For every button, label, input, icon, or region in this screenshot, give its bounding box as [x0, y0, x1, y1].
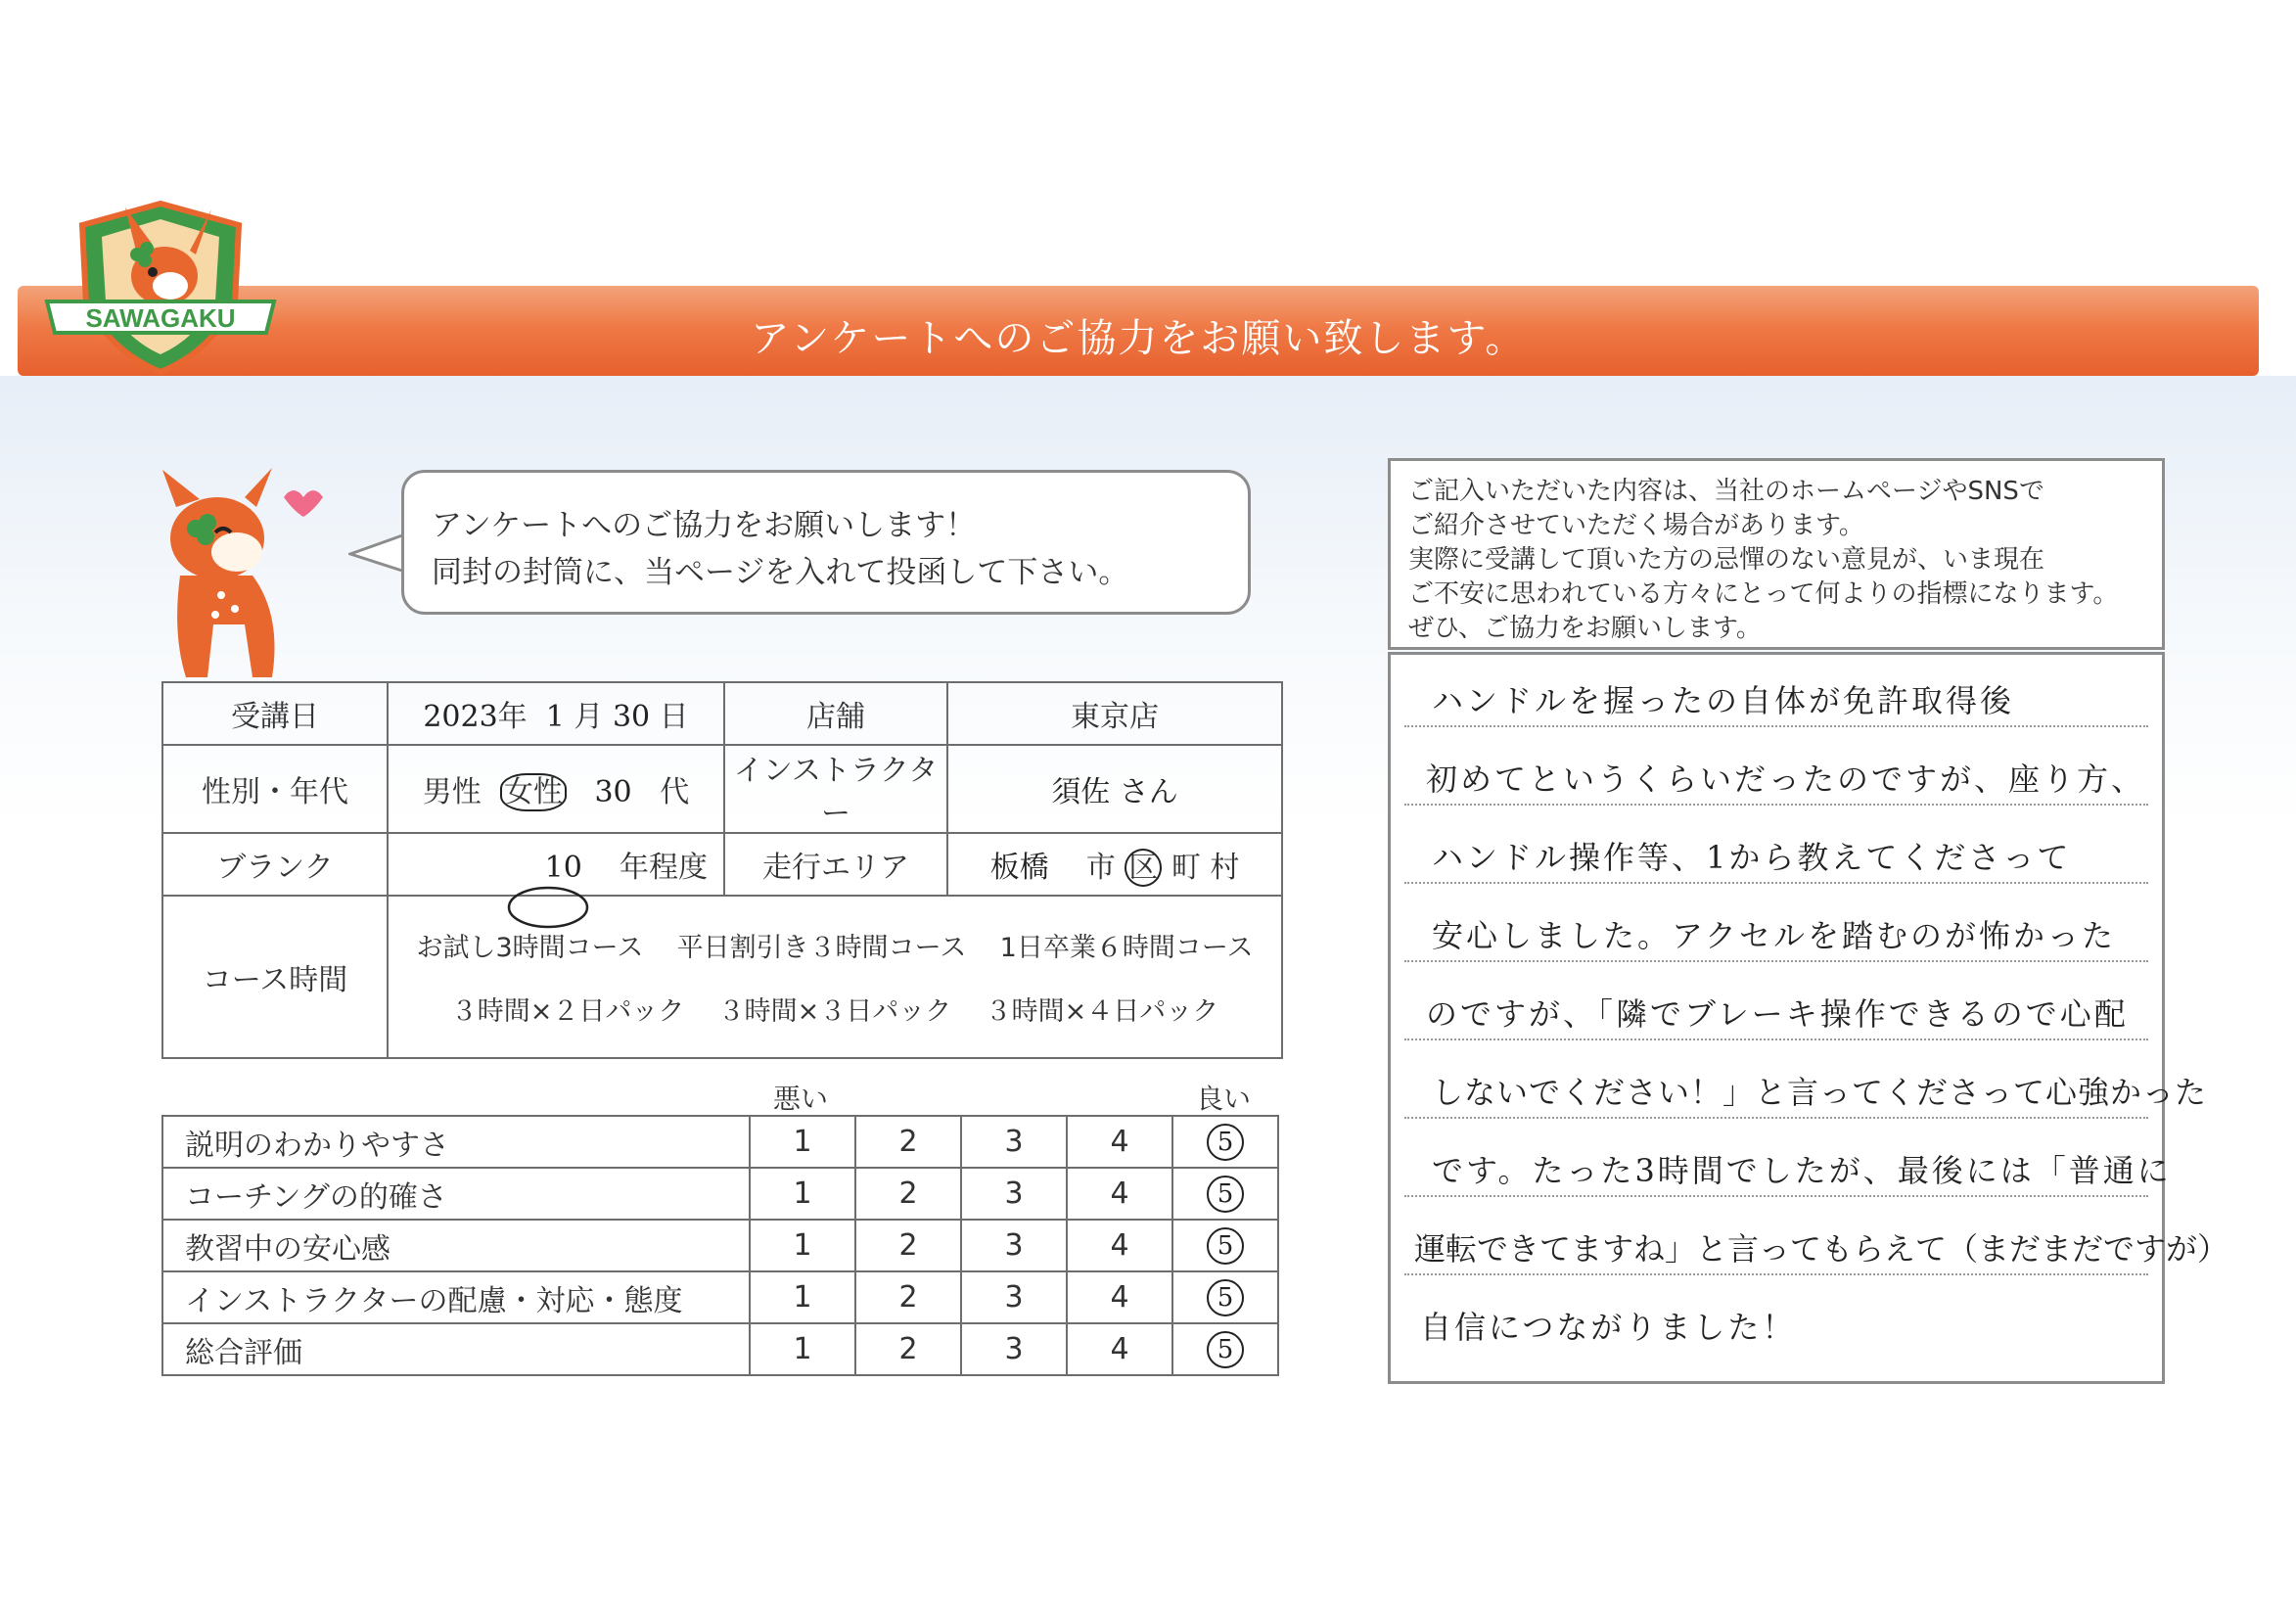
- rating-option[interactable]: 3: [961, 1220, 1067, 1271]
- comment-line: のですが、「隣でブレーキ操作できるので心配: [1426, 995, 2129, 1033]
- rating-option[interactable]: 2: [855, 1220, 961, 1271]
- rating-option-selected[interactable]: 5: [1172, 1220, 1278, 1271]
- course-option[interactable]: お試し3時間コース: [416, 933, 644, 963]
- header-banner: [18, 286, 2259, 376]
- speech-bubble: [401, 470, 1251, 615]
- rating-option[interactable]: 3: [961, 1271, 1067, 1323]
- student-info-table: [161, 681, 1283, 1059]
- sawagaku-logo: [43, 186, 278, 382]
- rating-option[interactable]: 1: [750, 1323, 855, 1375]
- comment-box[interactable]: [1388, 652, 2229, 1384]
- scale-good-label: 良い: [1196, 1083, 1252, 1115]
- rating-option[interactable]: 4: [1067, 1323, 1172, 1375]
- rating-row: [162, 1116, 1278, 1168]
- rating-option[interactable]: 4: [1067, 1168, 1172, 1220]
- instructor-value[interactable]: 須佐 さん: [947, 745, 1282, 833]
- date-year: 2023: [423, 700, 498, 734]
- blank-label: ブランク: [162, 833, 388, 896]
- rating-option-selected[interactable]: 5: [1172, 1323, 1278, 1375]
- rating-option[interactable]: 2: [855, 1168, 961, 1220]
- rating-item-label: 説明のわかりやすさ: [162, 1116, 750, 1168]
- date-value[interactable]: 2023年 1 月 30 日: [388, 682, 724, 745]
- rating-option[interactable]: 1: [750, 1116, 855, 1168]
- rating-option[interactable]: 4: [1067, 1271, 1172, 1323]
- notice-box: [1388, 458, 2165, 650]
- notice-line: ご記入いただいた内容は、当社のホームページやSNSで: [1408, 477, 2044, 506]
- notice-line: ご紹介させていただく場合があります。: [1408, 511, 1864, 540]
- comment-line: 運転できてますね」と言ってもらえて（まだまだですが）: [1414, 1230, 2229, 1268]
- comment-rule: [1404, 1117, 2148, 1119]
- comment-line: ハンドルを握ったの自体が免許取得後: [1432, 682, 2015, 719]
- speech-line-2: 同封の封筒に、当ページを入れて投函して下さい。: [432, 555, 1129, 590]
- course-option[interactable]: ３時間×３日パック: [717, 996, 952, 1027]
- course-selection-circle: [504, 883, 592, 932]
- logo-text: SAWAGAKU: [85, 303, 236, 333]
- notice-line: ご不安に思われている方々にとって何よりの指標になります。: [1408, 579, 2119, 609]
- notice-line: ぜひ、ご協力をお願いします。: [1408, 614, 1762, 643]
- instructor-label: インストラクター: [724, 745, 947, 833]
- rating-option[interactable]: 2: [855, 1116, 961, 1168]
- area-ward: 区: [1125, 849, 1162, 887]
- area-name: 板橋: [989, 851, 1049, 885]
- speech-bubble-tail: [348, 529, 409, 577]
- gender-age-value[interactable]: 男性 女性 30 代: [388, 745, 724, 833]
- store-value[interactable]: 東京店: [947, 682, 1282, 745]
- rating-option[interactable]: 4: [1067, 1220, 1172, 1271]
- rating-option-selected[interactable]: 5: [1172, 1116, 1278, 1168]
- rating-row: [162, 1220, 1278, 1271]
- date-month: 1: [545, 700, 565, 734]
- comment-line: 自信につながりました！: [1420, 1309, 1797, 1346]
- rating-option[interactable]: 1: [750, 1271, 855, 1323]
- rating-item-label: コーチングの的確さ: [162, 1168, 750, 1220]
- scale-bad-label: 悪い: [773, 1083, 829, 1115]
- comment-rule: [1404, 804, 2148, 806]
- date-day: 30: [612, 700, 651, 734]
- deer-mascot-icon: [157, 468, 323, 685]
- course-option[interactable]: ３時間×２日パック: [450, 996, 685, 1027]
- gender-age-label: 性別・年代: [162, 745, 388, 833]
- comment-line: ハンドル操作等、1から教えてくださって: [1432, 839, 2072, 876]
- area-value[interactable]: 板橋 市 区 町 村: [947, 833, 1282, 896]
- comment-rule: [1404, 882, 2148, 884]
- comment-rule: [1404, 725, 2148, 727]
- notice-line: 実際に受講して頂いた方の忌憚のない意見が、いま現在: [1408, 545, 2045, 575]
- rating-row: [162, 1271, 1278, 1323]
- date-label: 受講日: [162, 682, 388, 745]
- rating-option[interactable]: 4: [1067, 1116, 1172, 1168]
- banner-title: アンケートへのご協力をお願い致します。: [750, 316, 1527, 361]
- rating-row: [162, 1323, 1278, 1375]
- rating-item-label: 教習中の安心感: [162, 1220, 750, 1271]
- rating-option[interactable]: 3: [961, 1323, 1067, 1375]
- rating-option[interactable]: 3: [961, 1168, 1067, 1220]
- course-option[interactable]: ３時間×４日パック: [985, 996, 1219, 1027]
- area-label: 走行エリア: [724, 833, 947, 896]
- rating-option[interactable]: 3: [961, 1116, 1067, 1168]
- rating-item-label: インストラクターの配慮・対応・態度: [162, 1271, 750, 1323]
- store-label: 店舗: [724, 682, 947, 745]
- comment-line: 初めてというくらいだったのですが、座り方、: [1426, 761, 2146, 798]
- comment-rule: [1404, 1038, 2148, 1040]
- rating-option[interactable]: 1: [750, 1168, 855, 1220]
- rating-option[interactable]: 1: [750, 1220, 855, 1271]
- rating-option[interactable]: 2: [855, 1271, 961, 1323]
- course-option[interactable]: 1日卒業６時間コース: [999, 933, 1254, 963]
- rating-option[interactable]: 2: [855, 1323, 961, 1375]
- comment-line: です。たった3時間でしたが、最後には「普通に: [1432, 1152, 2172, 1189]
- comment-rule: [1404, 1273, 2148, 1275]
- course-label: コース時間: [162, 896, 388, 1058]
- rating-table: [161, 1115, 1279, 1376]
- comment-rule: [1404, 1195, 2148, 1197]
- rating-item-label: 総合評価: [162, 1323, 750, 1375]
- blank-value[interactable]: 10 年程度: [388, 833, 724, 896]
- course-option[interactable]: 平日割引き３時間コース: [676, 933, 967, 963]
- rating-option-selected[interactable]: 5: [1172, 1168, 1278, 1220]
- blank-years: 10: [544, 851, 582, 885]
- gender-female: 女性: [500, 773, 567, 811]
- speech-line-1: アンケートへのご協力をお願いします！: [432, 508, 977, 543]
- comment-line: しないでください！」と言ってくださって心強かった: [1432, 1074, 2208, 1111]
- rating-row: [162, 1168, 1278, 1220]
- gender-male: 男性: [422, 775, 482, 809]
- comment-line: 安心しました。アクセルを踏むのが怖かった: [1432, 917, 2117, 954]
- age-value: 30: [594, 775, 632, 809]
- comment-rule: [1404, 960, 2148, 962]
- rating-option-selected[interactable]: 5: [1172, 1271, 1278, 1323]
